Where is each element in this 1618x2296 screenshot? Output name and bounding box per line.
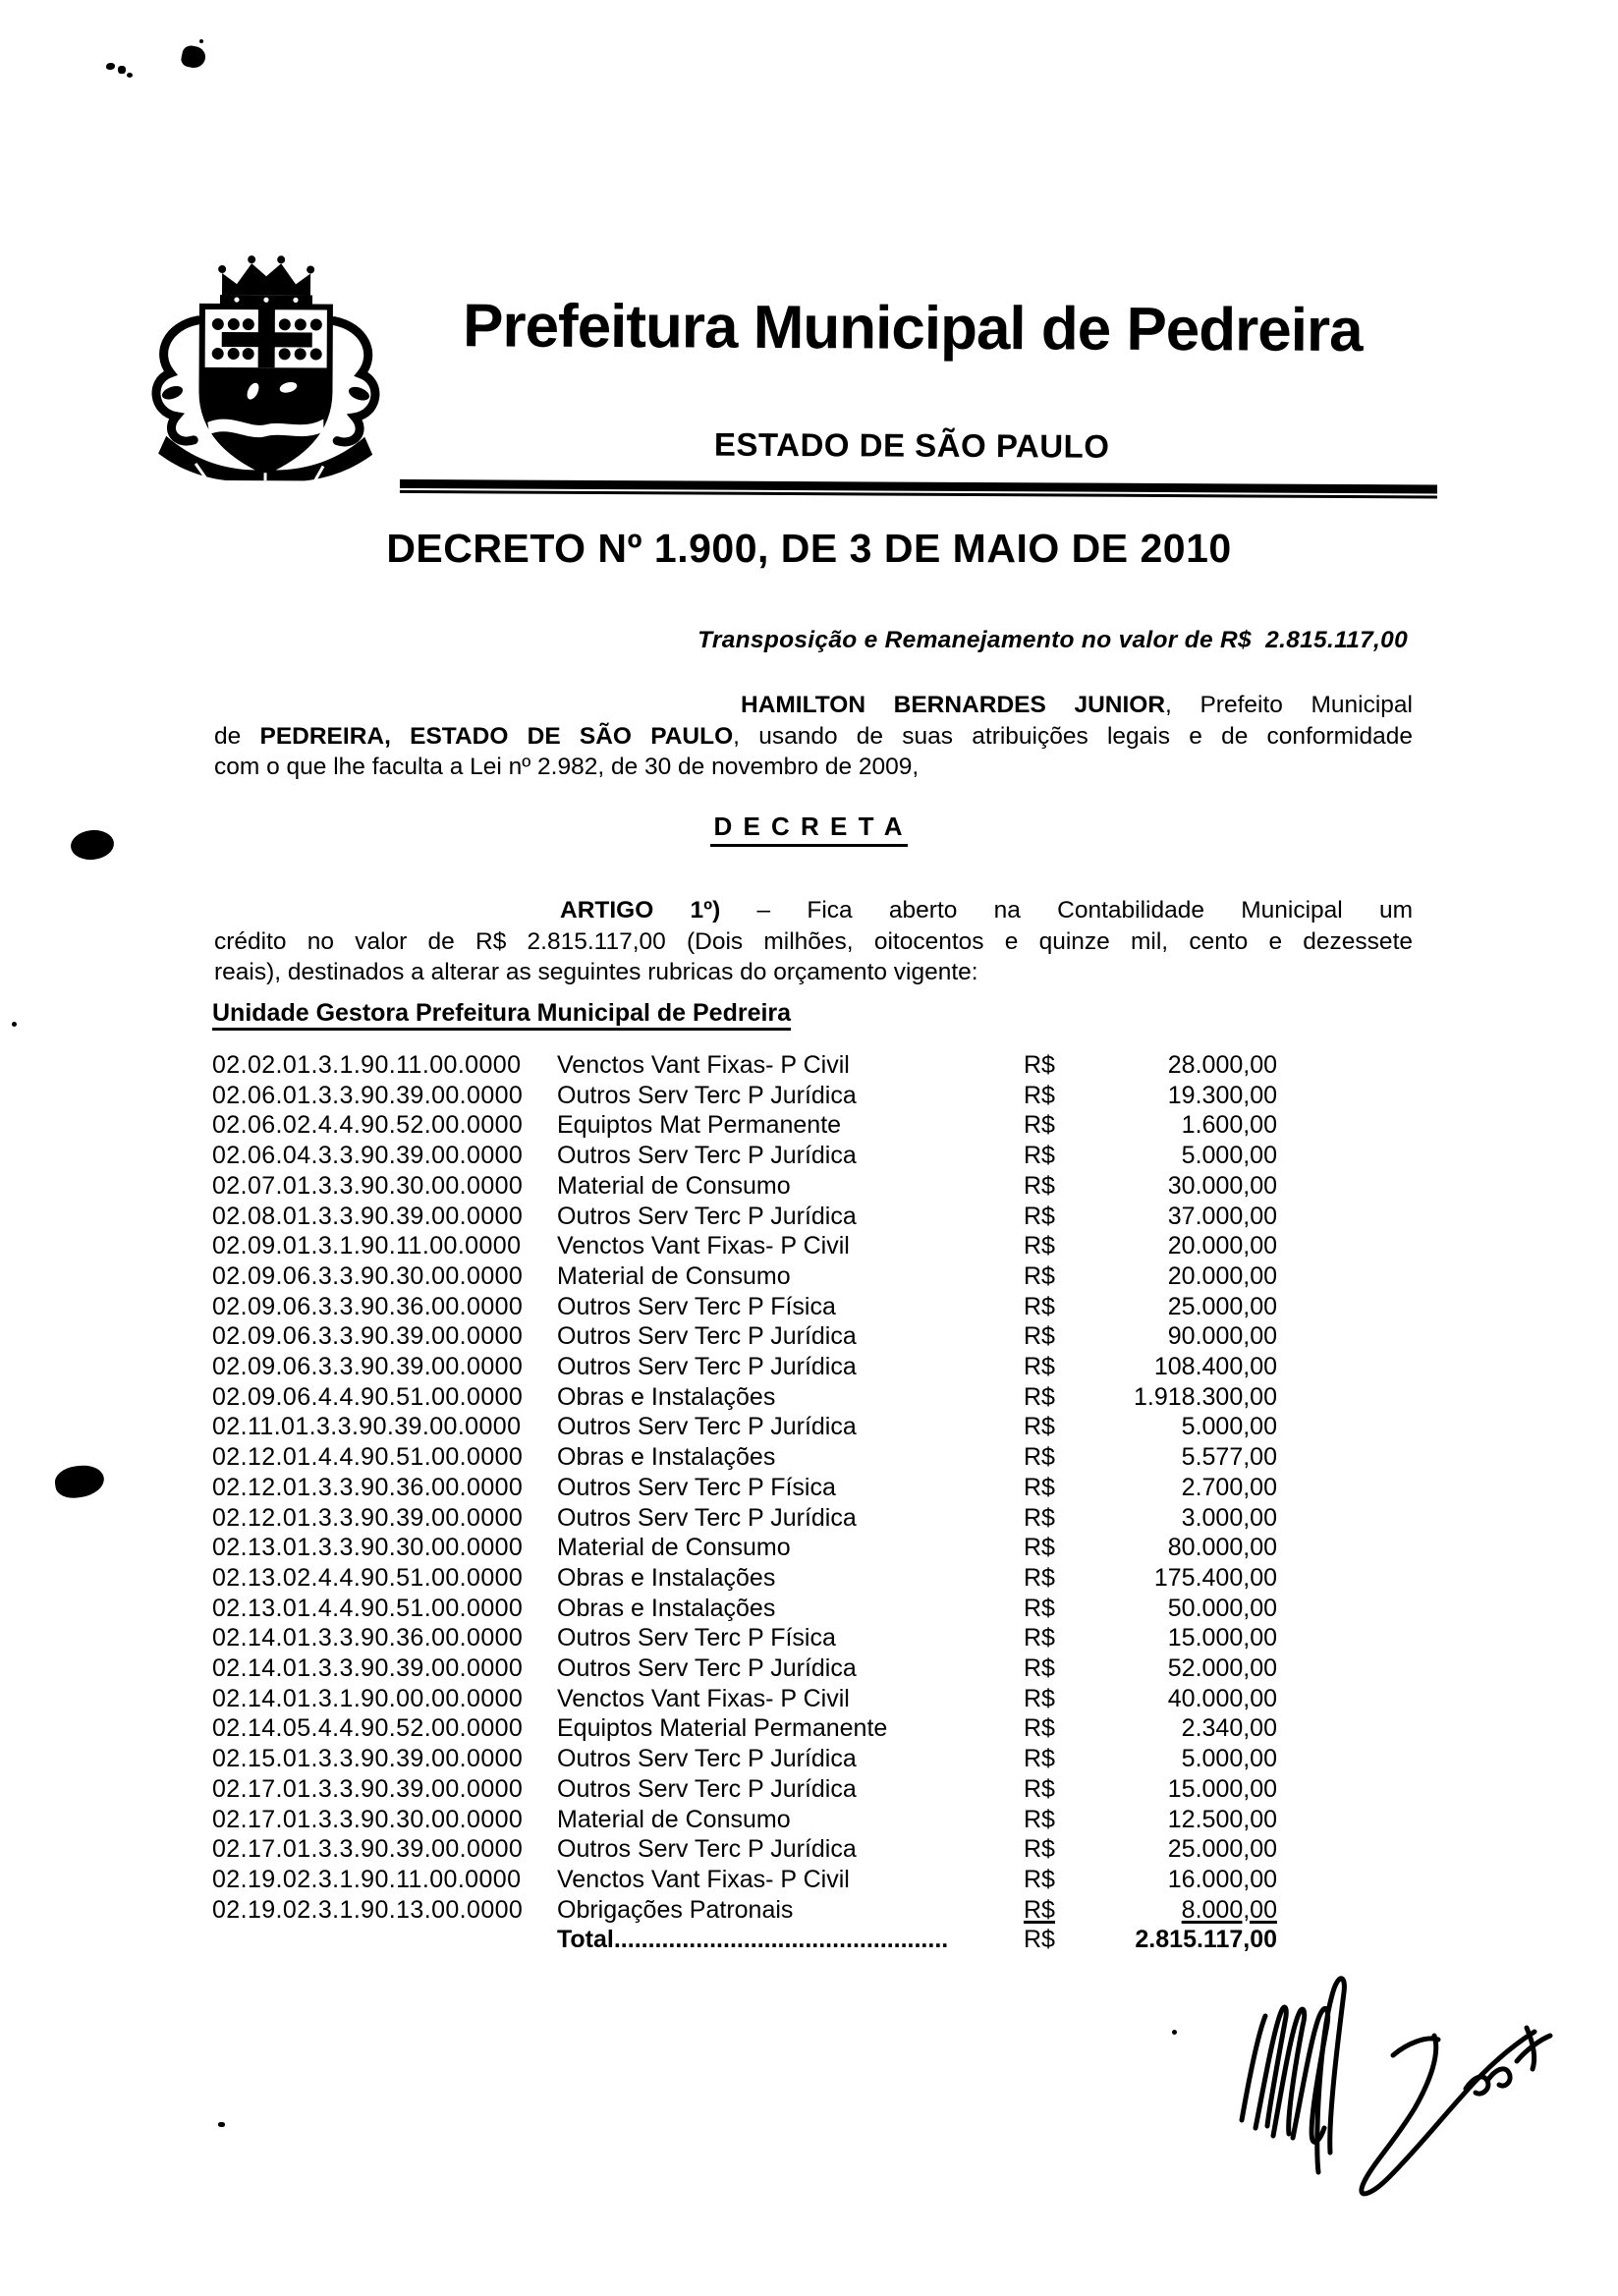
decree-subject: Transposição e Remanejamento no valor de R$ 2.815.117,00 bbox=[697, 627, 1408, 653]
row-code: 02.09.06.3.3.90.39.00.0000 bbox=[212, 1353, 524, 1381]
row-description: Material de Consumo bbox=[557, 1805, 791, 1833]
row-description: Obrigações Patronais bbox=[557, 1895, 794, 1924]
table-row bbox=[212, 1653, 1287, 1684]
table-row bbox=[212, 1744, 1287, 1774]
org-subtitle: ESTADO DE SÃO PAULO bbox=[713, 425, 1110, 465]
row-currency: R$ bbox=[1024, 1292, 1055, 1320]
ink-speck bbox=[118, 66, 126, 74]
article1-line-1: ARTIGO 1º) – Fica aberto na Contabilidade Municipal um bbox=[560, 897, 1414, 924]
row-value: 1.918.300,00 bbox=[1134, 1382, 1277, 1411]
row-code: 02.07.01.3.3.90.30.00.0000 bbox=[212, 1171, 524, 1200]
preamble-paragraph bbox=[214, 690, 1413, 783]
table-row bbox=[212, 1533, 1287, 1563]
row-currency: R$ bbox=[1024, 1081, 1055, 1109]
row-currency: R$ bbox=[1024, 1353, 1055, 1381]
row-description: Material de Consumo bbox=[557, 1261, 791, 1290]
row-description: Outros Serv Terc P Jurídica bbox=[557, 1322, 857, 1351]
row-description: Outros Serv Terc P Jurídica bbox=[557, 1202, 857, 1230]
table-row bbox=[212, 1292, 1287, 1322]
row-currency: R$ bbox=[1024, 1142, 1055, 1170]
row-value: 15.000,00 bbox=[1167, 1774, 1277, 1803]
row-currency: R$ bbox=[1024, 1261, 1055, 1290]
row-value: 90.000,00 bbox=[1167, 1322, 1277, 1351]
row-description: Equiptos Mat Permanente bbox=[557, 1111, 842, 1140]
table-row bbox=[212, 1202, 1287, 1232]
table-row bbox=[212, 1352, 1287, 1382]
total-currency: R$ bbox=[1024, 1926, 1055, 1954]
ink-speck bbox=[12, 1022, 17, 1027]
row-value: 108.400,00 bbox=[1153, 1353, 1277, 1381]
preamble-line-3: com o que lhe faculta a Lei nº 2.982, de 30 de novembro de 2009, bbox=[214, 754, 920, 780]
row-currency: R$ bbox=[1024, 1714, 1055, 1743]
row-code: 02.09.01.3.1.90.11.00.0000 bbox=[212, 1232, 522, 1260]
row-description: Obras e Instalações bbox=[557, 1563, 776, 1592]
row-description: Obras e Instalações bbox=[557, 1594, 776, 1622]
row-currency: R$ bbox=[1024, 1563, 1055, 1592]
table-row bbox=[212, 1865, 1287, 1895]
row-value: 5.577,00 bbox=[1181, 1443, 1277, 1472]
row-value: 2.340,00 bbox=[1181, 1714, 1277, 1743]
row-code: 02.14.01.3.3.90.39.00.0000 bbox=[212, 1654, 524, 1683]
table-row bbox=[212, 1895, 1287, 1926]
table-row bbox=[212, 1684, 1287, 1714]
row-value: 5.000,00 bbox=[1181, 1142, 1277, 1170]
table-row bbox=[212, 1261, 1287, 1292]
row-value: 20.000,00 bbox=[1167, 1232, 1277, 1260]
row-value: 28.000,00 bbox=[1167, 1051, 1277, 1079]
row-code: 02.13.02.4.4.90.51.00.0000 bbox=[212, 1563, 524, 1592]
table-row bbox=[212, 1713, 1287, 1744]
row-code: 02.09.06.3.3.90.30.00.0000 bbox=[212, 1261, 524, 1290]
row-currency: R$ bbox=[1024, 1232, 1055, 1260]
row-code: 02.19.02.3.1.90.11.00.0000 bbox=[212, 1865, 522, 1893]
row-description: Outros Serv Terc P Jurídica bbox=[557, 1081, 857, 1109]
row-value: 15.000,00 bbox=[1167, 1624, 1277, 1652]
row-code: 02.09.06.4.4.90.51.00.0000 bbox=[212, 1382, 524, 1411]
row-value: 8.000,00 bbox=[1181, 1895, 1277, 1924]
total-value: 2.815.117,00 bbox=[1135, 1926, 1277, 1954]
row-description: Outros Serv Terc P Física bbox=[557, 1624, 836, 1652]
table-row bbox=[212, 1412, 1287, 1442]
document-header bbox=[0, 0, 1618, 517]
ink-speck bbox=[199, 39, 203, 43]
row-code: 02.14.01.3.3.90.36.00.0000 bbox=[212, 1624, 524, 1652]
row-value: 2.700,00 bbox=[1181, 1473, 1277, 1501]
row-code: 02.14.05.4.4.90.52.00.0000 bbox=[212, 1714, 524, 1743]
row-value: 52.000,00 bbox=[1167, 1654, 1277, 1683]
row-description: Outros Serv Terc P Jurídica bbox=[557, 1745, 857, 1773]
row-code: 02.14.01.3.1.90.00.00.0000 bbox=[212, 1684, 524, 1712]
table-row bbox=[212, 1110, 1287, 1141]
table-row bbox=[212, 1834, 1287, 1865]
ink-speck bbox=[218, 2122, 225, 2127]
table-row bbox=[212, 1081, 1287, 1111]
row-currency: R$ bbox=[1024, 1745, 1055, 1773]
row-description: Material de Consumo bbox=[557, 1171, 791, 1200]
row-currency: R$ bbox=[1024, 1051, 1055, 1079]
budget-table bbox=[212, 1050, 1287, 1955]
row-code: 02.06.02.4.4.90.52.00.0000 bbox=[212, 1111, 524, 1140]
row-code: 02.19.02.3.1.90.13.00.0000 bbox=[212, 1895, 524, 1924]
row-value: 20.000,00 bbox=[1167, 1261, 1277, 1290]
ink-blot-left-margin bbox=[53, 1463, 106, 1501]
row-description: Outros Serv Terc P Jurídica bbox=[557, 1413, 857, 1441]
article1-paragraph bbox=[214, 895, 1413, 988]
row-value: 1.600,00 bbox=[1181, 1111, 1277, 1140]
row-currency: R$ bbox=[1024, 1171, 1055, 1200]
decree-title: DECRETO Nº 1.900, DE 3 DE MAIO DE 2010 bbox=[386, 526, 1232, 571]
row-value: 12.500,00 bbox=[1167, 1805, 1277, 1833]
row-code: 02.12.01.3.3.90.39.00.0000 bbox=[212, 1503, 524, 1532]
article1-line-2: crédito no valor de R$ 2.815.117,00 (Dois milhões, oitocentos e quinze mil, cento e dezessete bbox=[214, 927, 1413, 955]
row-currency: R$ bbox=[1024, 1322, 1055, 1351]
row-description: Outros Serv Terc P Jurídica bbox=[557, 1654, 857, 1683]
table-row bbox=[212, 1594, 1287, 1624]
row-code: 02.12.01.3.3.90.36.00.0000 bbox=[212, 1473, 524, 1501]
row-currency: R$ bbox=[1024, 1895, 1055, 1924]
row-value: 5.000,00 bbox=[1181, 1413, 1277, 1441]
row-currency: R$ bbox=[1024, 1805, 1055, 1833]
table-row bbox=[212, 1442, 1287, 1473]
signature-icon bbox=[1234, 1971, 1560, 2205]
row-code: 02.09.06.3.3.90.36.00.0000 bbox=[212, 1292, 524, 1320]
row-description: Outros Serv Terc P Jurídica bbox=[557, 1774, 857, 1803]
table-row bbox=[212, 1231, 1287, 1261]
row-description: Venctos Vant Fixas- P Civil bbox=[557, 1051, 850, 1079]
section-heading: Unidade Gestora Prefeitura Municipal de Pedreira bbox=[212, 999, 791, 1028]
row-value: 16.000,00 bbox=[1167, 1865, 1277, 1893]
row-description: Outros Serv Terc P Jurídica bbox=[557, 1503, 857, 1532]
row-currency: R$ bbox=[1024, 1534, 1055, 1562]
row-description: Venctos Vant Fixas- P Civil bbox=[557, 1684, 850, 1712]
row-currency: R$ bbox=[1024, 1865, 1055, 1893]
row-code: 02.11.01.3.3.90.39.00.0000 bbox=[212, 1413, 522, 1441]
row-value: 19.300,00 bbox=[1167, 1081, 1277, 1109]
row-description: Outros Serv Terc P Jurídica bbox=[557, 1835, 857, 1864]
row-code: 02.17.01.3.3.90.30.00.0000 bbox=[212, 1805, 524, 1833]
org-title: Prefeitura Municipal de Pedreira bbox=[462, 292, 1363, 365]
row-currency: R$ bbox=[1024, 1202, 1055, 1230]
row-value: 30.000,00 bbox=[1167, 1171, 1277, 1200]
table-total-row bbox=[212, 1925, 1287, 1955]
decreta-heading: D E C R E T A bbox=[0, 812, 1618, 842]
row-value: 25.000,00 bbox=[1167, 1835, 1277, 1864]
row-value: 80.000,00 bbox=[1167, 1534, 1277, 1562]
row-currency: R$ bbox=[1024, 1443, 1055, 1472]
row-value: 37.000,00 bbox=[1167, 1202, 1277, 1230]
row-value: 25.000,00 bbox=[1167, 1292, 1277, 1320]
row-value: 5.000,00 bbox=[1181, 1745, 1277, 1773]
row-currency: R$ bbox=[1024, 1835, 1055, 1864]
total-label: Total................................................. bbox=[557, 1926, 949, 1954]
article1-line-3: reais), destinados a alterar as seguintes rubricas do orçamento vigente: bbox=[214, 959, 978, 985]
row-value: 40.000,00 bbox=[1167, 1684, 1277, 1712]
ink-speck bbox=[127, 73, 133, 78]
table-row bbox=[212, 1503, 1287, 1534]
row-description: Material de Consumo bbox=[557, 1534, 791, 1562]
row-description: Outros Serv Terc P Física bbox=[557, 1292, 836, 1320]
row-currency: R$ bbox=[1024, 1111, 1055, 1140]
row-code: 02.08.01.3.3.90.39.00.0000 bbox=[212, 1202, 524, 1230]
table-row bbox=[212, 1141, 1287, 1171]
table-row bbox=[212, 1774, 1287, 1805]
table-row bbox=[212, 1050, 1287, 1081]
row-description: Equiptos Material Permanente bbox=[557, 1714, 888, 1743]
row-currency: R$ bbox=[1024, 1654, 1055, 1683]
row-description: Obras e Instalações bbox=[557, 1382, 776, 1411]
row-code: 02.06.01.3.3.90.39.00.0000 bbox=[212, 1081, 524, 1109]
row-description: Venctos Vant Fixas- P Civil bbox=[557, 1865, 850, 1893]
row-code: 02.06.04.3.3.90.39.00.0000 bbox=[212, 1142, 524, 1170]
row-code: 02.13.01.3.3.90.30.00.0000 bbox=[212, 1534, 524, 1562]
row-currency: R$ bbox=[1024, 1413, 1055, 1441]
row-code: 02.15.01.3.3.90.39.00.0000 bbox=[212, 1745, 524, 1773]
row-description: Outros Serv Terc P Jurídica bbox=[557, 1353, 857, 1381]
table-row bbox=[212, 1321, 1287, 1352]
ink-speck bbox=[1172, 2030, 1177, 2035]
table-row bbox=[212, 1563, 1287, 1594]
row-currency: R$ bbox=[1024, 1774, 1055, 1803]
row-description: Obras e Instalações bbox=[557, 1443, 776, 1472]
row-currency: R$ bbox=[1024, 1624, 1055, 1652]
table-row bbox=[212, 1805, 1287, 1835]
header-rule bbox=[400, 479, 1437, 499]
row-currency: R$ bbox=[1024, 1594, 1055, 1622]
row-value: 3.000,00 bbox=[1181, 1503, 1277, 1532]
preamble-line-1: HAMILTON BERNARDES JUNIOR, Prefeito Municipal bbox=[741, 692, 1413, 718]
row-code: 02.17.01.3.3.90.39.00.0000 bbox=[212, 1774, 524, 1803]
row-code: 02.13.01.4.4.90.51.00.0000 bbox=[212, 1594, 524, 1622]
table-row bbox=[212, 1473, 1287, 1503]
row-description: Venctos Vant Fixas- P Civil bbox=[557, 1232, 850, 1260]
preamble-line-2: de PEDREIRA, ESTADO DE SÃO PAULO, usando de suas atribuições legais e de conformidade bbox=[214, 722, 1414, 750]
row-description: Outros Serv Terc P Física bbox=[557, 1473, 836, 1501]
municipal-coat-of-arms-icon bbox=[137, 243, 395, 481]
row-currency: R$ bbox=[1024, 1503, 1055, 1532]
row-code: 02.09.06.3.3.90.39.00.0000 bbox=[212, 1322, 524, 1351]
total-spacer bbox=[212, 1925, 557, 1955]
row-description: Outros Serv Terc P Jurídica bbox=[557, 1142, 857, 1170]
table-row bbox=[212, 1623, 1287, 1653]
ink-speck bbox=[106, 63, 115, 70]
row-currency: R$ bbox=[1024, 1382, 1055, 1411]
row-code: 02.17.01.3.3.90.39.00.0000 bbox=[212, 1835, 524, 1864]
row-value: 175.400,00 bbox=[1153, 1563, 1277, 1592]
table-row bbox=[212, 1382, 1287, 1413]
row-currency: R$ bbox=[1024, 1684, 1055, 1712]
row-code: 02.12.01.4.4.90.51.00.0000 bbox=[212, 1443, 524, 1472]
row-currency: R$ bbox=[1024, 1473, 1055, 1501]
row-value: 50.000,00 bbox=[1167, 1594, 1277, 1622]
row-code: 02.02.01.3.1.90.11.00.0000 bbox=[212, 1051, 522, 1079]
table-row bbox=[212, 1171, 1287, 1202]
